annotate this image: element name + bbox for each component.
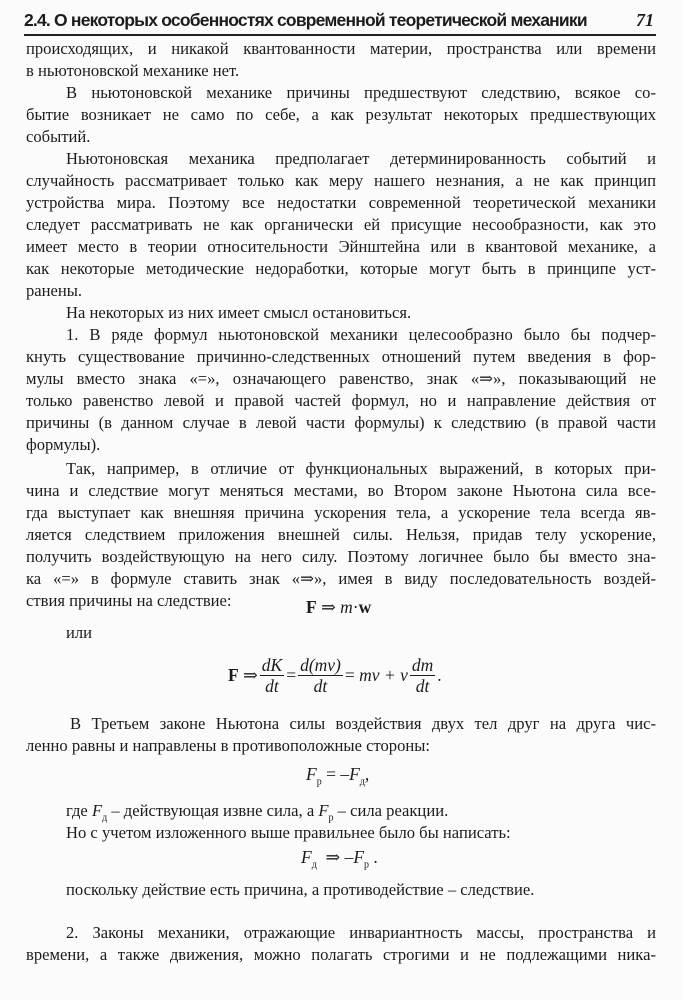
text-line: случайность рассматривает только как меру нашего незнания, а не как принцип (26, 171, 656, 190)
formula-symbol: F (91, 801, 103, 820)
formula-subscript: д (359, 776, 365, 788)
text-line: В ньютоновской механике причины предшествуют следствию, всякое со- (66, 83, 656, 102)
text-line: ка «=» в формуле ставить знак «⇒», имея в виду последовательность воздей- (26, 569, 656, 588)
text-line: ствия причины на следствие: (26, 591, 232, 610)
section-title: 2.4. О некоторых особенностях современной теоретической механики (24, 10, 587, 30)
formula-symbol: = (286, 665, 297, 685)
text-line: как некоторые методические недоработки, которые могут быть в принципе уст- (26, 259, 656, 278)
text-line: 2. Законы механики, отражающие инвариантность массы, пространства и (66, 923, 656, 942)
text-line: времени, а также движения, можно полагать строгими и не подлежащими ника- (26, 945, 656, 964)
formula-symbol: F (306, 764, 317, 784)
formula-symbol: = (344, 665, 355, 685)
formula-second-law-expanded (228, 650, 442, 700)
formula-subscript: д (102, 812, 108, 824)
text-line: происходящих, и никакой квантованности материи, пространства или времени (26, 39, 656, 58)
formula-symbol: . (437, 665, 442, 685)
formula-symbol: F (318, 801, 329, 820)
text-line: бытие возникает не само по себе, а как результат некоторых предшествующих (26, 105, 656, 124)
text-line: Ньютоновская механика предполагает детерминированность событий и (66, 149, 656, 168)
fraction-numerator: dK (261, 654, 283, 675)
formula-symbol: ⇒ (243, 665, 258, 685)
running-header (24, 8, 656, 36)
text-line: получить воздействующую на него силу. Поэтому логичнее было бы вместо зна- (26, 547, 656, 566)
text-line: имеет место в теории относительности Эйнштейна или в квантовой механике, а (26, 237, 656, 256)
text-line: Так, например, в отличие от функциональных выражений, в которых при- (66, 459, 656, 478)
text-line: Но с учетом изложенного выше правильнее было бы написать: (66, 823, 511, 842)
text-line: На некоторых из них имеет смысл остановиться. (66, 303, 412, 322)
text-line: устройства мира. Поэтому все недостатки современной теоретической механики (26, 193, 656, 212)
formula-symbol: · (352, 597, 359, 617)
formula-second-law (306, 596, 371, 618)
formula-symbol: F (301, 847, 312, 867)
text-line: только равенство левой и правой частей формул, но и направление действия от (26, 391, 656, 410)
text-line: гда выступает как внешняя причина ускорения тела, а ускорение тела всегда яв- (26, 503, 656, 522)
page-number: 71 (636, 10, 654, 30)
formula-symbol: = – (326, 764, 350, 784)
text-line: ранены. (26, 281, 83, 300)
text-line: в ньютоновской механике нет. (26, 61, 240, 80)
formula-symbol: . (373, 847, 378, 867)
text-line: причины (в данном случае в левой части формулы) к следствию (в правой части (26, 413, 656, 432)
text-line: формулы). (26, 435, 101, 454)
text-fragment: – действующая извне сила, а (111, 801, 315, 820)
text-fragment: – сила реакции. (337, 801, 449, 820)
formula-subscript: д (311, 859, 317, 871)
formula-symbol: F (306, 597, 317, 617)
fraction (298, 655, 343, 696)
text-line: мулы вместо знака «=», означающего равенство, знак «⇒», показывающий не (26, 369, 656, 388)
fraction-denominator: dt (415, 675, 430, 696)
text-line: или (66, 623, 93, 642)
formula-symbol: F (228, 665, 239, 685)
formula-third-law (306, 763, 369, 794)
text-line: кнуть существование причинно-следственных отношений путем введения в фор- (26, 347, 656, 366)
fraction-numerator: d(mv) (300, 654, 341, 675)
text-line: следует рассматривать не как органически ей присущие несообразности, как это (26, 215, 656, 234)
text-line: чина и следствие могут меняться местами, во Втором законе Ньютона сила все- (26, 481, 656, 500)
formula-symbol: ⇒ – (325, 847, 354, 867)
text-line (66, 800, 656, 822)
fraction-denominator: dt (265, 675, 279, 696)
text-line: 1. В ряде формул ньютоновской механики целесообразно было бы подчер- (66, 325, 656, 344)
text-line: событий. (26, 127, 91, 146)
text-line: поскольку действие есть причина, а противодействие – следствие. (66, 880, 535, 899)
text-line: ляется следствием приложения внешней силы. Нельзя, придав телу ускорение, (26, 525, 656, 544)
formula-symbol: m (340, 597, 353, 617)
fraction (410, 655, 435, 696)
formula-subscript: р (364, 859, 370, 871)
formula-symbol: ⇒ (321, 597, 336, 617)
text-line: В Третьем законе Ньютона силы воздействия двух тел друг на друга чис- (70, 714, 656, 733)
formula-symbol: , (364, 764, 370, 784)
formula-third-law-causal (301, 846, 378, 877)
text-fragment: где (66, 801, 88, 820)
fraction-denominator: dt (313, 675, 328, 696)
formula-symbol: mv + v (359, 665, 408, 685)
fraction (260, 655, 284, 696)
formula-symbol: F (353, 847, 365, 867)
formula-subscript: р (328, 812, 334, 824)
fraction-numerator: dm (411, 654, 434, 675)
formula-subscript: р (316, 776, 322, 788)
formula-symbol: F (349, 764, 360, 784)
formula-symbol: w (358, 597, 372, 617)
text-line: ленно равны и направлены в противоположные стороны: (26, 736, 431, 755)
